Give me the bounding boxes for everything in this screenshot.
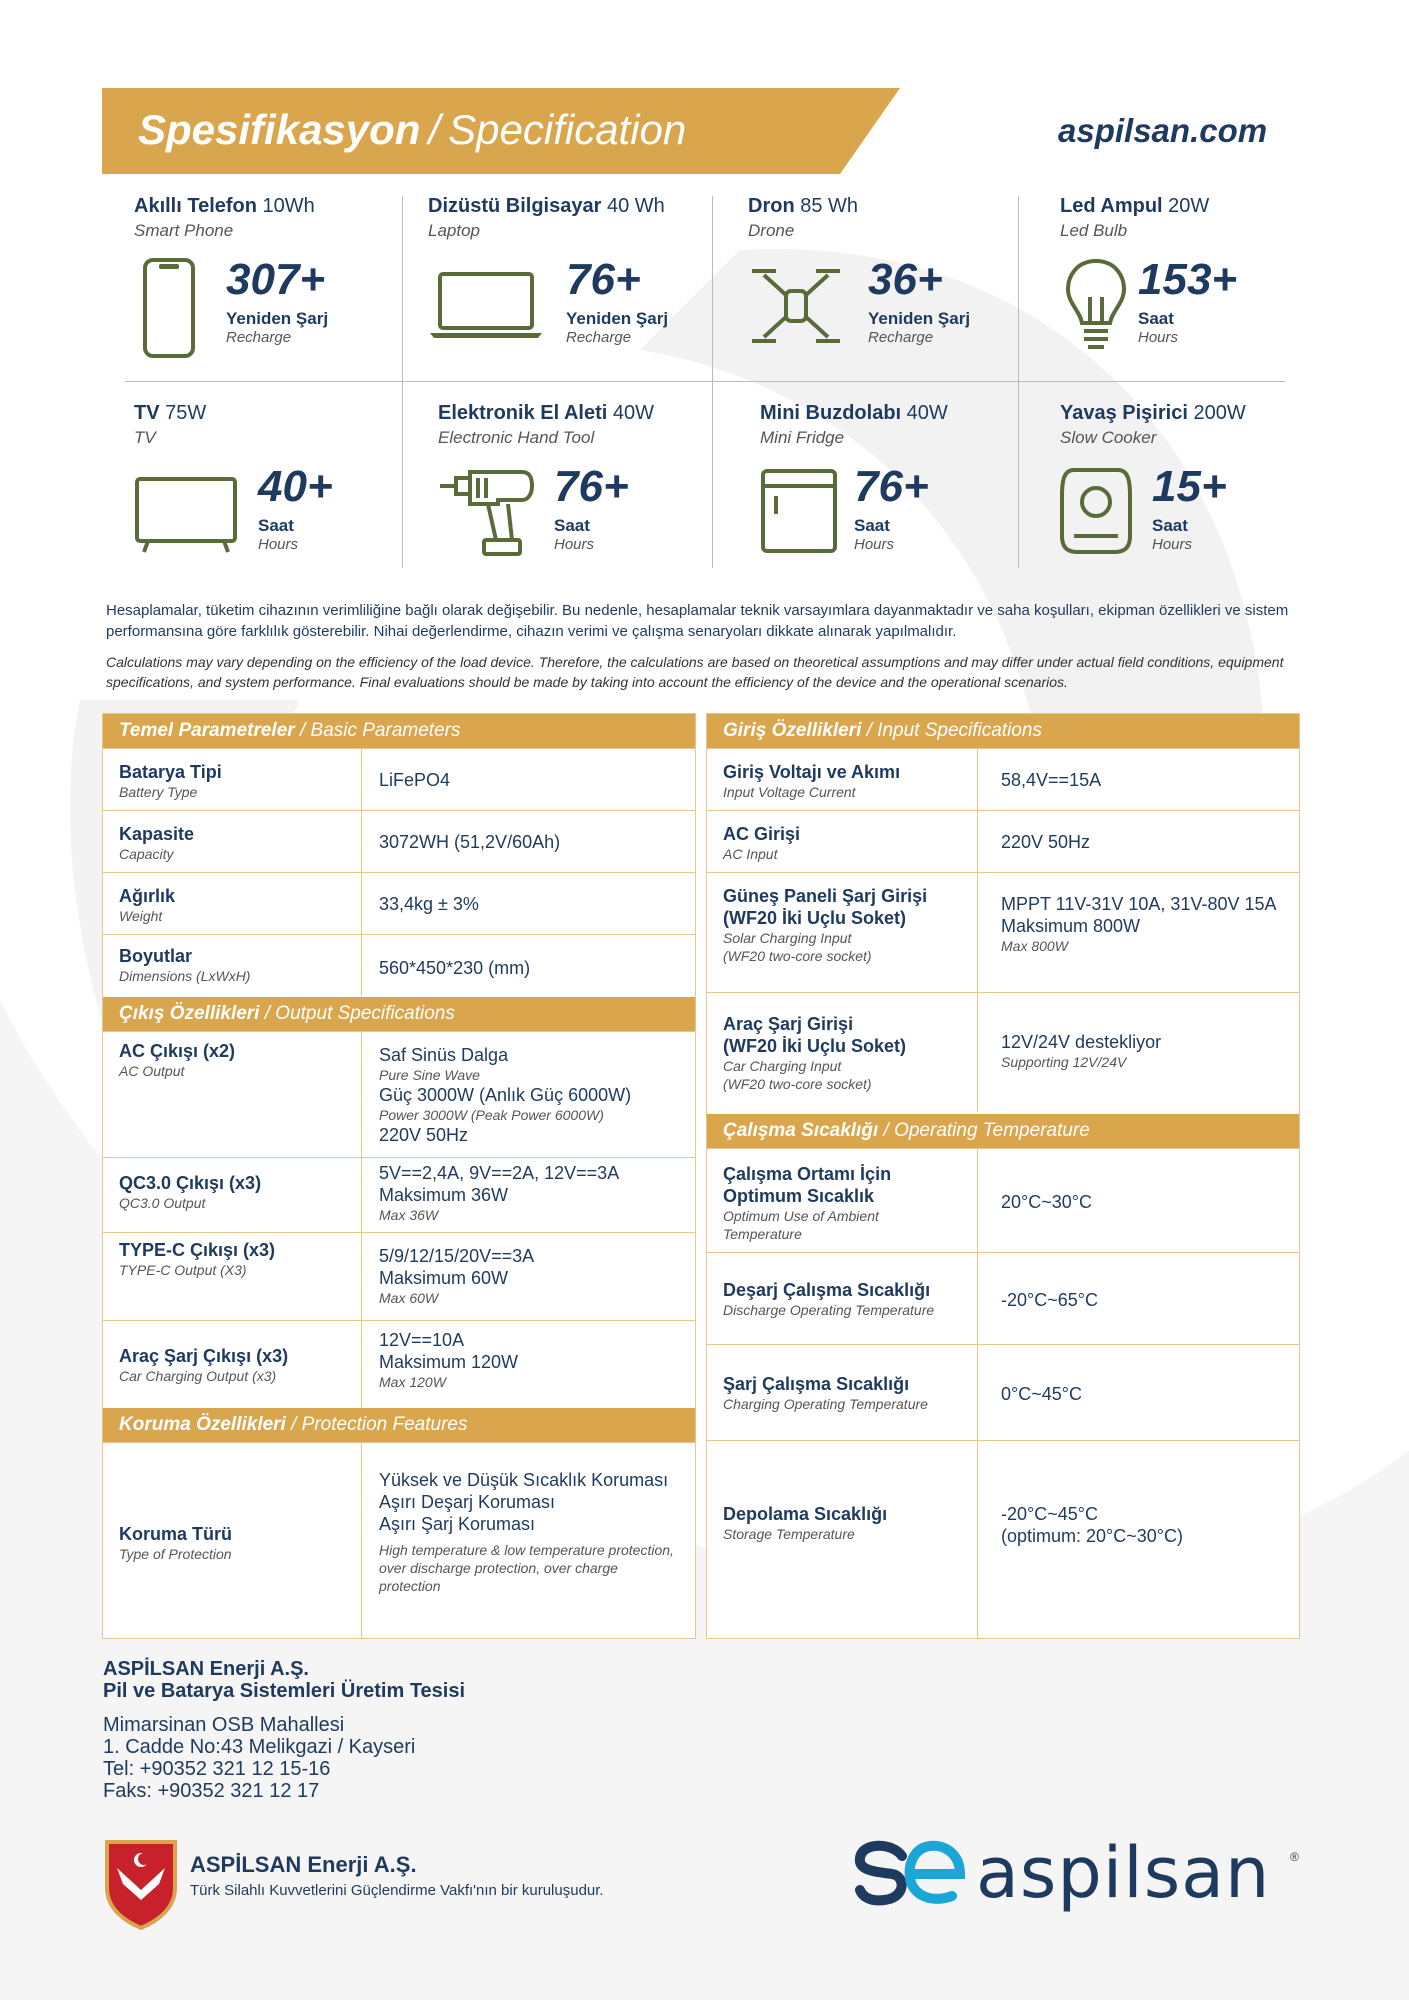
row-key: QC3.0 Çıkışı (x3) — [119, 1173, 262, 1193]
row-key-en: Car Charging Input — [723, 1058, 842, 1074]
table-row — [103, 872, 695, 934]
row-key: Araç Şarj Girişi — [723, 1014, 854, 1034]
table-row — [707, 992, 1299, 1112]
table-row — [707, 1344, 1299, 1440]
right-spec-table — [706, 713, 1300, 1639]
drill-icon — [438, 464, 534, 558]
device-subtitle: Laptop — [428, 221, 480, 240]
row-key: Ağırlık — [119, 886, 176, 906]
table-row — [707, 810, 1299, 872]
device-card-laptop — [428, 195, 718, 385]
row-key-en: Weight — [119, 908, 163, 924]
table-row — [103, 1157, 695, 1232]
row-key: Optimum Sıcaklık — [723, 1186, 875, 1206]
disclaimer-tr: Hesaplamalar, tüketim cihazının verimliliğine bağlı olarak değişebilir. Bu nedenle, hesaplamalar teknik varsayımlara dayanmaktadır ve saha koşulları, ekipman özellikleri ve sistem performansına göre farklılık gösterebilir. Nihai değerlendirme, cihazın verimi ve çalışma senaryoları dikkate alınarak yapılmalıdır. — [106, 602, 1289, 640]
row-key-en: Input Voltage Current — [723, 784, 856, 800]
emblem-company-name: ASPİLSAN Enerji A.Ş. — [190, 1852, 417, 1877]
section-output-specifications: Çıkış Özellikleri / Output Specifications — [103, 997, 695, 1031]
row-key: Araç Şarj Çıkışı (x3) — [119, 1346, 289, 1366]
cooker-icon — [1060, 466, 1132, 556]
device-card-hand-tool — [438, 402, 728, 592]
device-unit: Yeniden Şarj — [226, 309, 329, 328]
disclaimer-en: Calculations may vary depending on the efficiency of the load device. Therefore, the calculations are based on theoretical assumptions and may differ under actual field conditions, equipment specifications, and system performance. Final evaluations should be made by taking into account the efficiency of the device and the operational scenarios. — [106, 654, 1284, 690]
device-subtitle: Electronic Hand Tool — [438, 428, 595, 447]
phone-number: Tel: +90352 321 12 15-16 — [103, 1758, 331, 1780]
row-key-en: (WF20 two-core socket) — [723, 948, 872, 964]
row-key: (WF20 İki Uçlu Soket) — [723, 908, 907, 928]
row-key-en: TYPE-C Output (X3) — [119, 1262, 247, 1278]
device-card-slow-cooker — [1060, 402, 1350, 592]
table-row — [103, 934, 695, 996]
device-card-led-bulb — [1060, 195, 1350, 385]
row-value: 58,4V==15A — [1001, 770, 1102, 790]
device-value: 40+ — [258, 462, 333, 511]
section-basic-parameters: Temel Parametreler / Basic Parameters — [103, 714, 695, 748]
device-unit-en: Recharge — [226, 329, 292, 346]
row-value: MPPT 11V-31V 10A, 31V-80V 15A Maksimum 800W Max 800W — [1001, 894, 1277, 954]
row-key-en: Battery Type — [119, 784, 198, 800]
table-row — [103, 1031, 695, 1157]
device-subtitle: Mini Fridge — [760, 428, 845, 447]
device-unit: Saat — [554, 516, 590, 535]
row-key-en: QC3.0 Output — [119, 1195, 206, 1211]
registered-mark: ® — [1290, 1850, 1299, 1864]
table-row — [103, 810, 695, 872]
row-key: Giriş Voltajı ve Akımı — [723, 762, 901, 782]
row-key: Çalışma Ortamı İçin — [723, 1164, 892, 1184]
row-value: 220V 50Hz — [1001, 832, 1091, 852]
device-name: TV 75W — [134, 402, 207, 424]
smartphone-icon — [142, 257, 196, 359]
row-key: Batarya Tipi — [119, 762, 222, 782]
row-key: AC Girişi — [723, 824, 801, 844]
website-link[interactable]: aspilsan.com — [1058, 112, 1268, 149]
row-value: LiFePO4 — [379, 770, 451, 790]
row-value: 33,4kg ± 3% — [379, 894, 479, 914]
row-key: AC Çıkışı (x2) — [119, 1041, 236, 1061]
row-key-en: (WF20 two-core socket) — [723, 1076, 872, 1092]
title-banner — [102, 88, 900, 174]
device-value: 76+ — [554, 462, 629, 511]
page-title: Spesifikasyon / Specification — [138, 106, 687, 153]
device-subtitle: Led Bulb — [1060, 221, 1128, 240]
row-value: Saf Sinüs Dalga Pure Sine Wave Güç 3000W (Anlık Güç 6000W) Power 3000W (Peak Power 6000W) 220V 50Hz — [379, 1045, 632, 1145]
table-row — [707, 1440, 1299, 1638]
table-row — [103, 1232, 695, 1320]
device-card-smartphone — [134, 195, 424, 385]
table-row — [103, 748, 695, 810]
table-row — [103, 1320, 695, 1408]
device-unit-en: Hours — [554, 536, 595, 553]
tv-icon — [134, 476, 238, 554]
row-value: -20°C~45°C (optimum: 20°C~30°C) — [1001, 1504, 1183, 1546]
row-key-en: Temperature — [723, 1226, 802, 1242]
row-key-en: Charging Operating Temperature — [723, 1396, 928, 1412]
row-key-en: AC Input — [723, 846, 778, 862]
device-unit-en: Hours — [1138, 329, 1179, 346]
device-name: Elektronik El Aleti 40W — [438, 402, 654, 424]
laptop-icon — [428, 271, 544, 339]
device-unit: Saat — [1152, 516, 1188, 535]
row-key-en: Optimum Use of Ambient — [723, 1208, 879, 1224]
device-value: 153+ — [1138, 255, 1238, 304]
device-card-tv — [134, 402, 424, 592]
device-subtitle: Drone — [748, 221, 795, 240]
device-unit: Saat — [1138, 309, 1174, 328]
row-key: Deşarj Çalışma Sıcaklığı — [723, 1280, 931, 1300]
device-unit: Saat — [854, 516, 890, 535]
device-unit-en: Recharge — [566, 329, 632, 346]
device-subtitle: Smart Phone — [134, 221, 234, 240]
table-row — [103, 1442, 695, 1638]
row-key: (WF20 İki Uçlu Soket) — [723, 1036, 907, 1056]
device-unit: Yeniden Şarj — [566, 309, 669, 328]
table-row — [707, 748, 1299, 810]
device-unit: Yeniden Şarj — [868, 309, 971, 328]
device-unit-en: Hours — [258, 536, 299, 553]
row-key: Kapasite — [119, 824, 195, 844]
row-key: Şarj Çalışma Sıcaklığı — [723, 1374, 910, 1394]
row-value: 5V==2,4A, 9V==2A, 12V==3A Maksimum 36W Max 36W — [379, 1163, 620, 1223]
facility-name: Pil ve Batarya Sistemleri Üretim Tesisi — [103, 1680, 466, 1702]
row-key: Koruma Türü — [119, 1524, 233, 1544]
fax-number: Faks: +90352 321 12 17 — [103, 1780, 320, 1802]
company-name: ASPİLSAN Enerji A.Ş. — [103, 1658, 309, 1680]
table-row — [707, 1252, 1299, 1344]
row-key-en: Storage Temperature — [723, 1526, 855, 1542]
row-key: Depolama Sıcaklığı — [723, 1504, 888, 1524]
row-key-en: Car Charging Output (x3) — [119, 1368, 277, 1384]
row-key-en: Discharge Operating Temperature — [723, 1302, 935, 1318]
row-key-en: Solar Charging Input — [723, 930, 852, 946]
device-unit-en: Hours — [1152, 536, 1193, 553]
address-line: Mimarsinan OSB Mahallesi — [103, 1714, 345, 1736]
left-spec-table — [102, 713, 696, 1639]
row-value: 5/9/12/15/20V==3A Maksimum 60W Max 60W — [379, 1246, 535, 1306]
row-key-en: Type of Protection — [119, 1546, 232, 1562]
row-value: 12V==10A Maksimum 120W Max 120W — [379, 1330, 519, 1390]
section-operating-temperature: Çalışma Sıcaklığı / Operating Temperature — [707, 1114, 1299, 1148]
row-key: TYPE-C Çıkışı (x3) — [119, 1240, 276, 1260]
device-name: Dron 85 Wh — [748, 195, 859, 217]
device-name: Mini Buzdolabı 40W — [760, 402, 948, 424]
table-row — [707, 1148, 1299, 1252]
emblem-description: Türk Silahlı Kuvvetlerini Güçlendirme Vakfı'nın bir kuruluşudur. — [190, 1882, 604, 1899]
device-unit: Saat — [258, 516, 294, 535]
bulb-icon — [1064, 257, 1128, 353]
row-value: 3072WH (51,2V/60Ah) — [379, 832, 561, 852]
fridge-icon — [760, 468, 838, 554]
table-row — [707, 872, 1299, 992]
aspilsan-logo-text: aspilsan — [976, 1832, 1271, 1914]
drone-icon — [748, 257, 844, 353]
device-unit-en: Recharge — [868, 329, 934, 346]
device-name: Akıllı Telefon 10Wh — [134, 195, 315, 217]
device-unit-en: Hours — [854, 536, 895, 553]
row-value: 20°C~30°C — [1001, 1192, 1092, 1212]
device-value: 15+ — [1152, 462, 1227, 511]
section-protection-features: Koruma Özellikleri / Protection Features — [103, 1408, 695, 1442]
company-address — [103, 1658, 465, 1802]
row-key: Boyutlar — [119, 946, 193, 966]
device-subtitle: TV — [134, 428, 156, 447]
device-card-mini-fridge — [760, 402, 1050, 592]
row-key-en: Capacity — [119, 846, 174, 862]
aspilsan-logo-icon — [852, 1838, 968, 1908]
device-value: 307+ — [226, 255, 326, 304]
device-value: 76+ — [566, 255, 641, 304]
row-key-en: AC Output — [119, 1063, 185, 1079]
row-value: Yüksek ve Düşük Sıcaklık Koruması Aşırı Deşarj Koruması Aşırı Şarj Koruması High temperature & low temperature protection, over discharge protection, over charge protection — [379, 1470, 674, 1594]
row-value: -20°C~65°C — [1001, 1290, 1098, 1310]
section-input-specifications: Giriş Özellikleri / Input Specifications — [707, 714, 1299, 748]
device-name: Led Ampul 20W — [1060, 195, 1210, 217]
row-key-en: Dimensions (LxWxH) — [119, 968, 251, 984]
row-key: Güneş Paneli Şarj Girişi — [723, 886, 928, 906]
foundation-emblem-icon — [103, 1838, 179, 1930]
device-value: 36+ — [868, 255, 943, 304]
row-value: 560*450*230 (mm) — [379, 958, 531, 978]
row-value: 12V/24V destekliyor Supporting 12V/24V — [1001, 1032, 1162, 1070]
device-card-drone — [748, 195, 1038, 385]
device-value: 76+ — [854, 462, 929, 511]
address-line: 1. Cadde No:43 Melikgazi / Kayseri — [103, 1736, 416, 1758]
row-value: 0°C~45°C — [1001, 1384, 1082, 1404]
device-name: Yavaş Pişirici 200W — [1060, 402, 1246, 424]
device-subtitle: Slow Cooker — [1060, 428, 1157, 447]
device-name: Dizüstü Bilgisayar 40 Wh — [428, 195, 665, 217]
